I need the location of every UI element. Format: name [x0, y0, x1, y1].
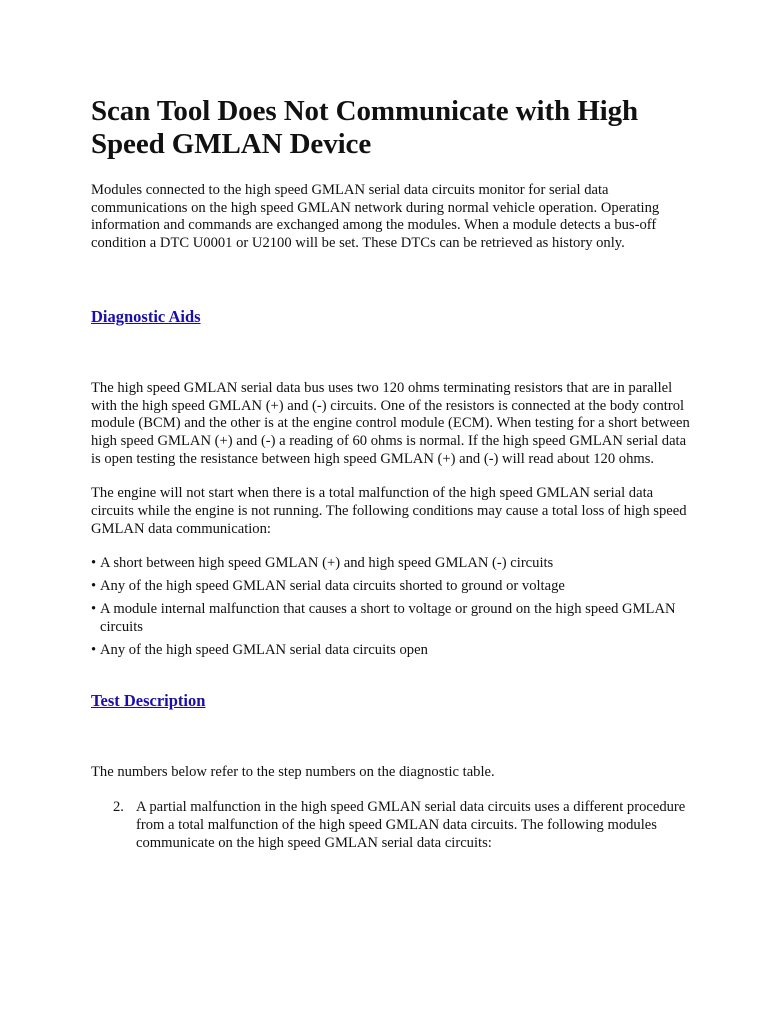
conditions-list: [91, 554, 691, 659]
document-page: [91, 95, 691, 852]
test-description-link[interactable]: Test Description: [91, 691, 206, 711]
list-item-text: Any of the high speed GMLAN serial data circuits open: [100, 642, 428, 659]
test-description-paragraph: The numbers below refer to the step numbers on the diagnostic table.: [91, 764, 495, 781]
diagnostic-aids-link[interactable]: Diagnostic Aids: [91, 306, 201, 326]
list-item: [91, 577, 691, 595]
page-title: Scan Tool Does Not Communicate with High Speed GMLAN Device: [91, 95, 639, 160]
list-item-text: Any of the high speed GMLAN serial data circuits shorted to ground or voltage: [100, 578, 565, 595]
diagnostic-aids-paragraph-2: The engine will not start when there is a total malfunction of the high speed GMLAN serial data circuits while the engine is not running. The following conditions may cause a total loss of high speed GMLAN data communication:: [91, 485, 687, 537]
bullet-icon: •: [91, 601, 97, 618]
list-item: [91, 600, 691, 636]
list-item: [91, 641, 691, 659]
bullet-icon: •: [91, 578, 97, 595]
list-item: [91, 554, 691, 572]
steps-list: [91, 799, 691, 852]
test-description-section: [91, 691, 691, 711]
step-number: 2.: [113, 799, 124, 816]
bullet-icon: •: [91, 642, 97, 659]
intro-paragraph: Modules connected to the high speed GMLAN serial data circuits monitor for serial data communications on the high speed GMLAN network during normal vehicle operation. Operating information and commands are exchanged among the modules. When a module detects a bus-off condition a DTC U0001 or U2100 will be set. These DTCs can be retrieved as history only.: [91, 182, 660, 252]
list-item-text: A module internal malfunction that causes a short to voltage or ground on the high speed GMLAN circuits: [100, 601, 676, 636]
list-item-text: A short between high speed GMLAN (+) and high speed GMLAN (-) circuits: [100, 555, 554, 572]
step-text: A partial malfunction in the high speed GMLAN serial data circuits uses a different procedure from a total malfunction of the high speed GMLAN data circuits. The following modules communicate on the high speed GMLAN serial data circuits:: [136, 799, 686, 851]
diagnostic-aids-paragraph-1: The high speed GMLAN serial data bus uses two 120 ohms terminating resistors that are in parallel with the high speed GMLAN (+) and (-) circuits. One of the resistors is connected at the body control module (BCM) and the other is at the engine control module (ECM). When testing for a short between high speed GMLAN (+) and (-) a reading of 60 ohms is normal. If the high speed GMLAN serial data is open testing the resistance between high speed GMLAN (+) and (-) will read about 120 ohms.: [91, 379, 690, 467]
bullet-icon: •: [91, 555, 97, 572]
diagnostic-aids-section: [91, 307, 691, 327]
list-item: [91, 799, 691, 852]
